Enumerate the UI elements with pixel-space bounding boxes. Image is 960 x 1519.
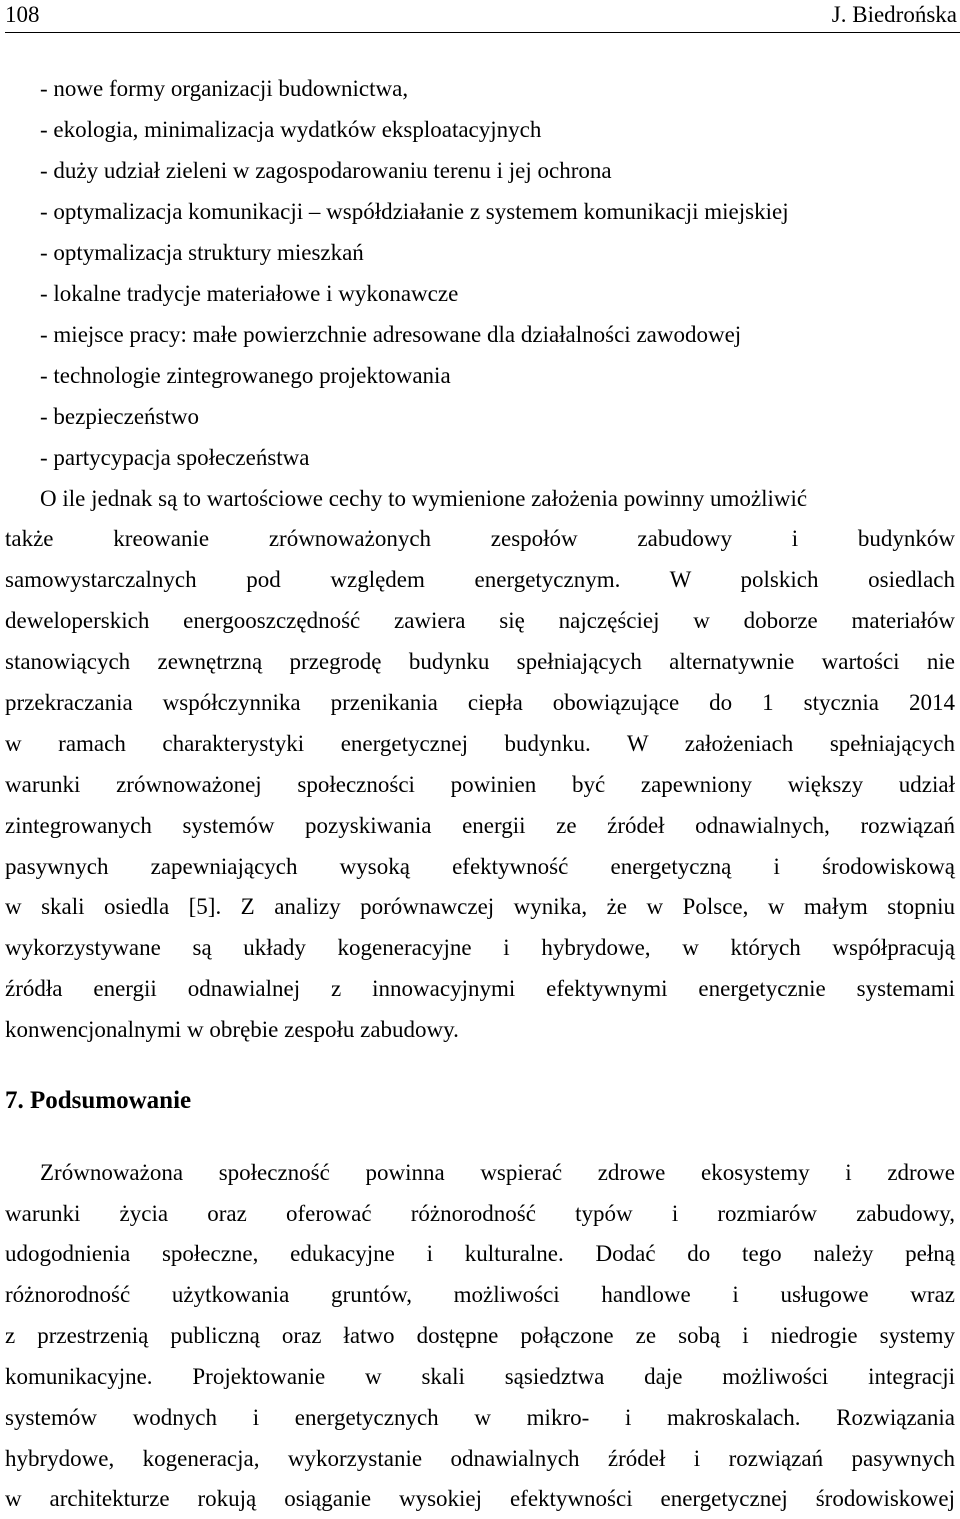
paragraph-line: O ile jednak są to wartościowe cechy to wymienione założenia powinny umożliwić [40, 486, 808, 511]
paragraph-line: źródła energii odnawialnej z innowacyjnymi efektywnymi energetycznie systemami [5, 976, 955, 1001]
list-item: - duży udział zieleni w zagospodarowaniu terenu i jej ochrona [40, 158, 612, 183]
list-item: - optymalizacja struktury mieszkań [40, 240, 364, 265]
feature-list [40, 68, 789, 478]
paragraph-line: wykorzystywane są układy kogeneracyjne i hybrydowe, w których współpracują [5, 935, 955, 960]
paragraph-line: także kreowanie zrównoważonych zespołów zabudowy i budynków [5, 526, 955, 551]
paragraph-line: warunki zrównoważonej społeczności powinien być zapewniony większy udział [5, 772, 955, 797]
paragraph-line: z przestrzenią publiczną oraz łatwo dostępne połączone ze sobą i niedrogie systemy [5, 1323, 955, 1348]
list-item: - bezpieczeństwo [40, 404, 200, 429]
paragraph-line: warunki życia oraz oferować różnorodność typów i rozmiarów zabudowy, [5, 1201, 955, 1226]
list-item: - lokalne tradycje materiałowe i wykonawcze [40, 281, 459, 306]
paragraph-line: pasywnych zapewniających wysoką efektywność energetyczną i środowiskową [5, 854, 955, 879]
section-heading: 7. Podsumowanie [5, 1087, 192, 1114]
list-item: - miejsce pracy: małe powierzchnie adresowane dla działalności zawodowej [40, 322, 742, 347]
paragraph-line: samowystarczalnych pod względem energetycznym. W polskich osiedlach [5, 567, 955, 592]
page-number: 108 [5, 2, 40, 27]
paragraph-line: deweloperskich energooszczędność zawiera się najczęściej w doborze materiałów [5, 608, 955, 633]
paragraph-line: udogodnienia społeczne, edukacyjne i kulturalne. Dodać do tego należy pełną [5, 1241, 955, 1266]
paragraph-line: różnorodność użytkowania gruntów, możliwości handlowe i usługowe wraz [5, 1282, 955, 1307]
paragraph-line: zintegrowanych systemów pozyskiwania energii ze źródeł odnawialnych, rozwiązań [5, 813, 955, 838]
list-item: - partycypacja społeczeństwa [40, 445, 310, 470]
paragraph-line: Zrównoważona społeczność powinna wspierać zdrowe ekosystemy i zdrowe [40, 1160, 955, 1185]
page-header [5, 0, 960, 33]
paragraph-line: przekraczania współczynnika przenikania ciepła obowiązujące do 1 stycznia 2014 [5, 690, 955, 715]
paragraph-line: hybrydowe, kogeneracja, wykorzystanie odnawialnych źródeł i rozwiązań pasywnych [5, 1446, 955, 1471]
list-item: - optymalizacja komunikacji – współdziałanie z systemem komunikacji miejskiej [40, 199, 789, 224]
list-item: - technologie zintegrowanego projektowania [40, 363, 451, 388]
running-author: J. Biedrońska [831, 2, 957, 27]
list-item: - ekologia, minimalizacja wydatków eksploatacyjnych [40, 117, 542, 142]
paragraph-line: konwencjonalnymi w obrębie zespołu zabudowy. [5, 1017, 459, 1042]
paragraph-line: w architekturze rokują osiąganie wysokiej efektywności energetycznej środowiskowej [5, 1486, 955, 1511]
paragraph-line: w ramach charakterystyki energetycznej budynku. W założeniach spełniających [5, 731, 955, 756]
paragraph-line: komunikacyjne. Projektowanie w skali sąsiedztwa daje możliwości integracji [5, 1364, 955, 1389]
paragraph-line: systemów wodnych i energetycznych w mikro- i makroskalach. Rozwiązania [5, 1405, 955, 1430]
paragraph-line: w skali osiedla [5]. Z analizy porównawczej wynika, że w Polsce, w małym stopniu [5, 894, 955, 919]
list-item: - nowe formy organizacji budownictwa, [40, 76, 409, 101]
paragraph-line: stanowiących zewnętrzną przegrodę budynku spełniających alternatywnie wartości nie [5, 649, 955, 674]
